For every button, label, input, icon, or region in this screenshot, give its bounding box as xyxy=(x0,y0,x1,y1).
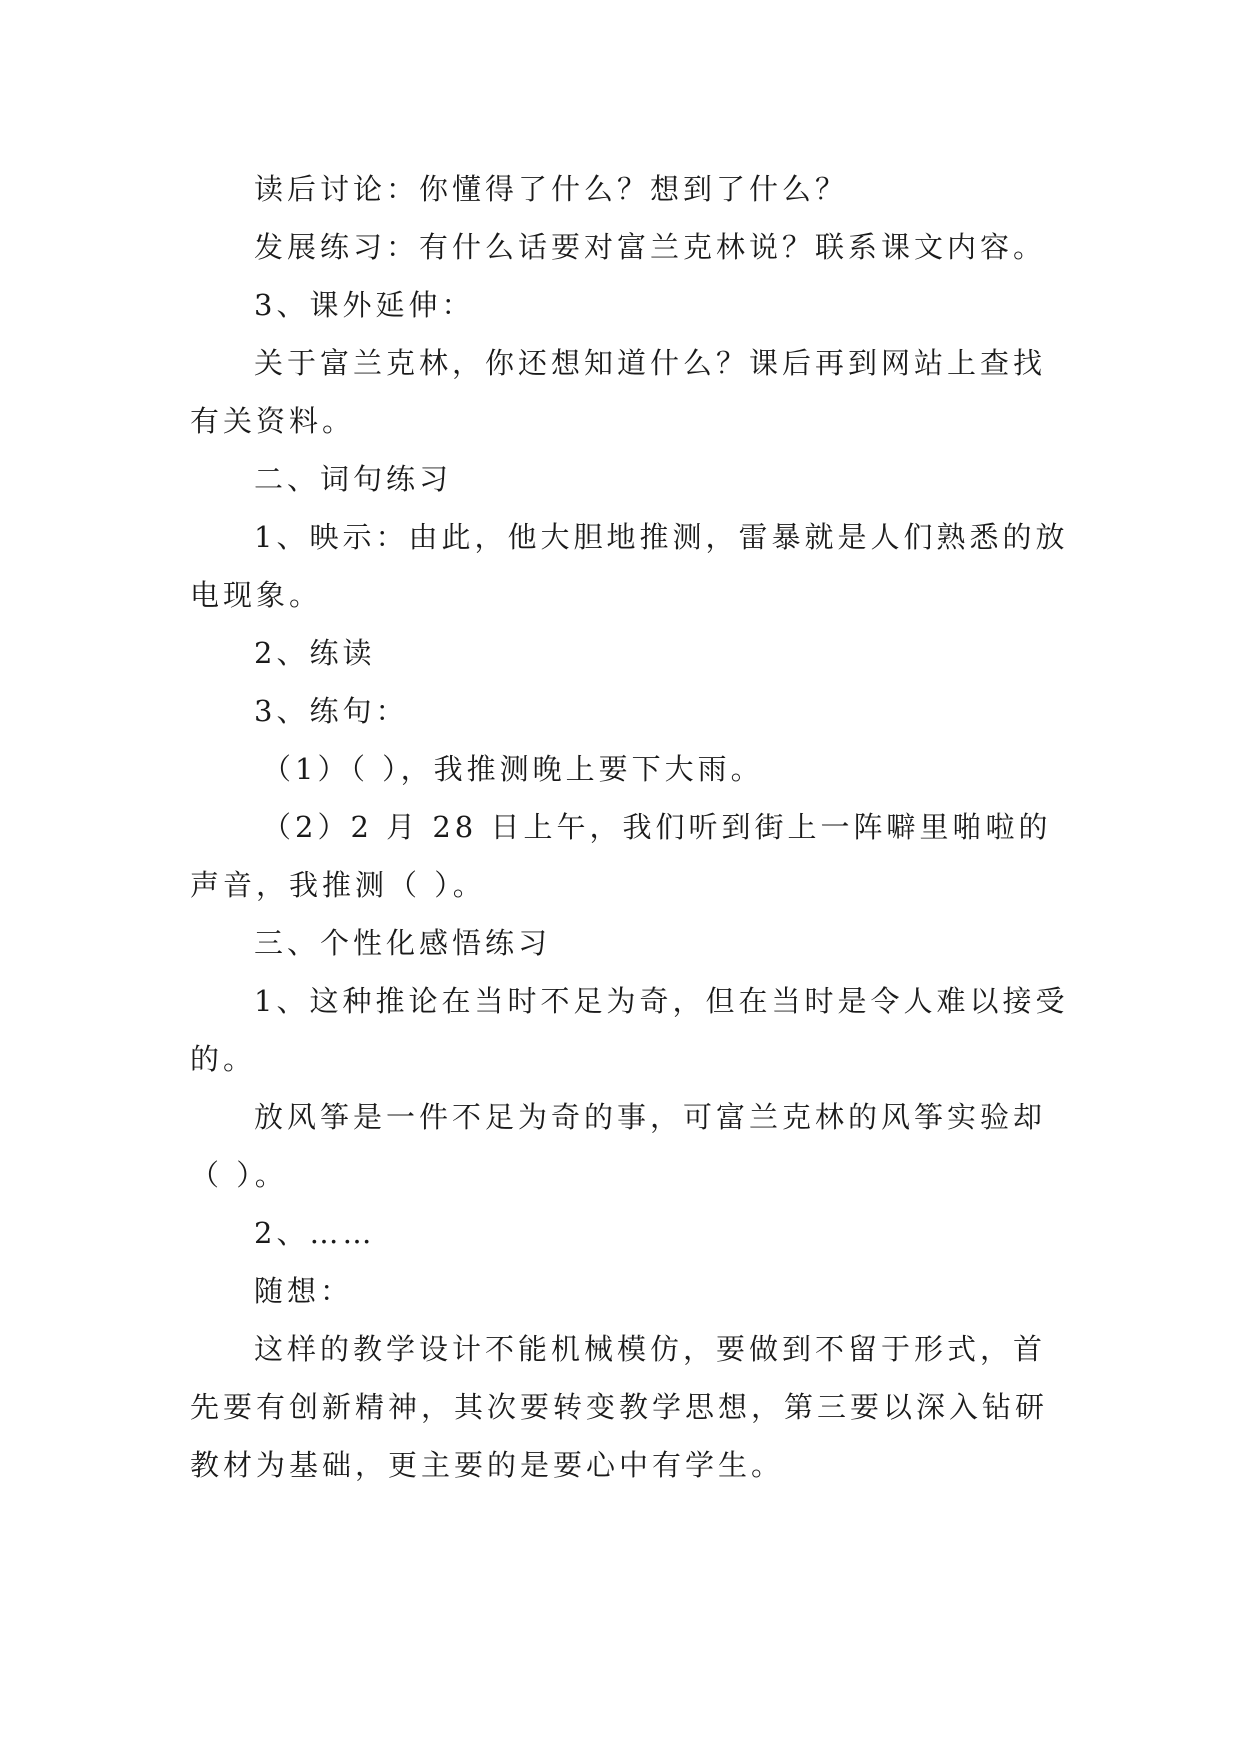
paragraph-discussion: 读后讨论：你懂得了什么？想到了什么？ xyxy=(254,172,849,206)
paragraph-reflection-heading: 随想： xyxy=(254,1274,354,1308)
paragraph-extension-body: 关于富兰克林，你还想知道什么？课后再到网站上查找有关资料。 xyxy=(190,346,1047,438)
exercise-item-2: （2）2 月 28 日上午，我们听到街上一阵噼里啪啦的声音，我推测（ ）。 xyxy=(190,810,1052,902)
paragraph-practice-read: 2、练读 xyxy=(254,636,376,670)
paragraph-extension-heading: 3、课外延伸： xyxy=(254,288,475,322)
document-body xyxy=(190,160,1070,1494)
paragraph-display: 1、映示：由此，他大胆地推测，雷暴就是人们熟悉的放电现象。 xyxy=(190,520,1069,612)
section-heading-personalized: 三、个性化感悟练习 xyxy=(254,926,552,960)
paragraph-reflection-body: 这样的教学设计不能机械模仿，要做到不留于形式，首先要有创新精神，其次要转变教学思想，第三要以深入钻研教材为基础，更主要的是要心中有学生。 xyxy=(190,1332,1049,1482)
paragraph-development-practice: 发展练习：有什么话要对富兰克林说？联系课文内容。 xyxy=(254,230,1047,264)
exercise-item-1: （1）（ ），我推测晚上要下大雨。 xyxy=(262,752,764,786)
paragraph-practice-sentence: 3、练句： xyxy=(254,694,409,728)
paragraph-kite: 放风筝是一件不足为奇的事，可富兰克林的风筝实验却（ ）。 xyxy=(190,1100,1047,1192)
section-heading-word-sentence: 二、词句练习 xyxy=(254,462,453,496)
paragraph-inference: 1、这种推论在当时不足为奇，但在当时是令人难以接受的。 xyxy=(190,984,1069,1076)
paragraph-ellipsis: 2、…… xyxy=(254,1216,376,1250)
